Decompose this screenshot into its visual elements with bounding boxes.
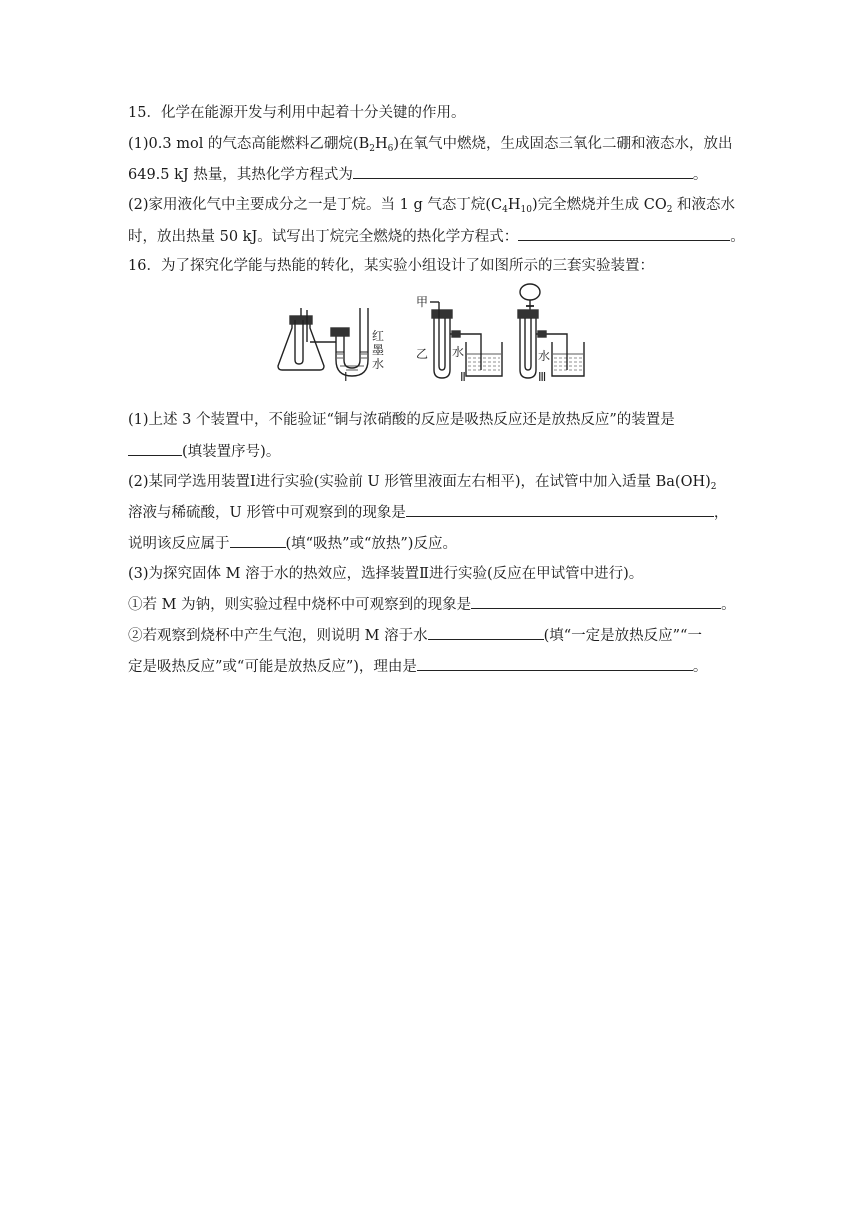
label-shui-three: 水 [538,349,551,363]
q15-part2-line1: (2)家用液化气中主要成分之一是丁烷。当 1 g 气态丁烷$(C_4H_{10})$完全燃烧并生成 $CO_2$ 和液态水 [128,197,736,215]
q16-part3-line1: (3)为探究固体 M 溶于水的热效应，选择装置Ⅱ进行实验(反应在甲试管中进行)。 [128,566,644,582]
answer-blank[interactable] [128,441,182,456]
q16-part1-line1: (1)上述 3 个装置中，不能验证“铜与浓硝酸的反应是吸热反应还是放热反应”的装置是 [128,412,675,428]
apparatus-figure [276,280,586,382]
setup-two [430,302,502,378]
setup-one-flask [278,308,324,370]
answer-blank[interactable] [406,502,714,517]
label-jia: 甲 [416,295,429,309]
q16-part2-line3: 说明该反应属于 (填“吸热”或“放热”)反应。 [128,533,734,554]
setup-number-three: Ⅲ [538,370,547,382]
q15-part2-line2: 时，放出热量 50 kJ。试写出丁烷完全燃烧的热化学方程式： 。 [128,226,734,247]
setup-number-two: Ⅱ [460,370,466,382]
q15-stem: 15．化学在能源开发与利用中起着十分关键的作用。 [128,105,466,121]
q16-part2-line2: 溶液与稀硫酸，U 形管中可观察到的现象是 ， [128,502,734,523]
label-mo: 墨 [372,343,385,357]
label-hong: 红 [372,329,385,343]
answer-blank[interactable] [417,656,693,671]
q16-part3-sub1: ①若 M 为钠，则实验过程中烧杯中可观察到的现象是 。 [128,594,734,615]
setup-number-one: Ⅰ [344,370,348,382]
label-shui: 水 [372,357,385,371]
q16-part1-line2: (填装置序号)。 [128,441,734,462]
answer-blank[interactable] [428,625,544,640]
q16-part3-sub2-line2: 定是吸热反应”或“可能是放热反应”)，理由是 。 [128,656,734,677]
q15-part1-line2: 649.5 kJ 热量，其热化学方程式为 。 [128,164,734,185]
setup-one-u-tube [331,308,368,376]
q16-part3-sub2-line1: ②若观察到烧杯中产生气泡，则说明 M 溶于水 (填“一定是放热反应”“一 [128,625,734,646]
setup-three [518,284,584,378]
answer-blank[interactable] [471,594,721,609]
answer-blank[interactable] [518,226,730,241]
q16-stem: 16．为了探究化学能与热能的转化，某实验小组设计了如图所示的三套实验装置： [128,258,654,274]
q16-part2-line1: (2)某同学选用装置Ⅰ进行实验(实验前 U 形管里液面左右相平)，在试管中加入适量 $Ba(OH)_2$ [128,474,717,492]
label-yi: 乙 [416,347,429,361]
answer-blank[interactable] [353,164,693,179]
q15-part1-line1: (1)0.3 mol 的气态高能燃料乙硼烷$(B_2H_6)$在氧气中燃烧，生成固态三氧化二硼和液态水，放出 [128,136,733,154]
answer-blank[interactable] [230,533,286,548]
label-shui-two: 水 [452,345,465,359]
